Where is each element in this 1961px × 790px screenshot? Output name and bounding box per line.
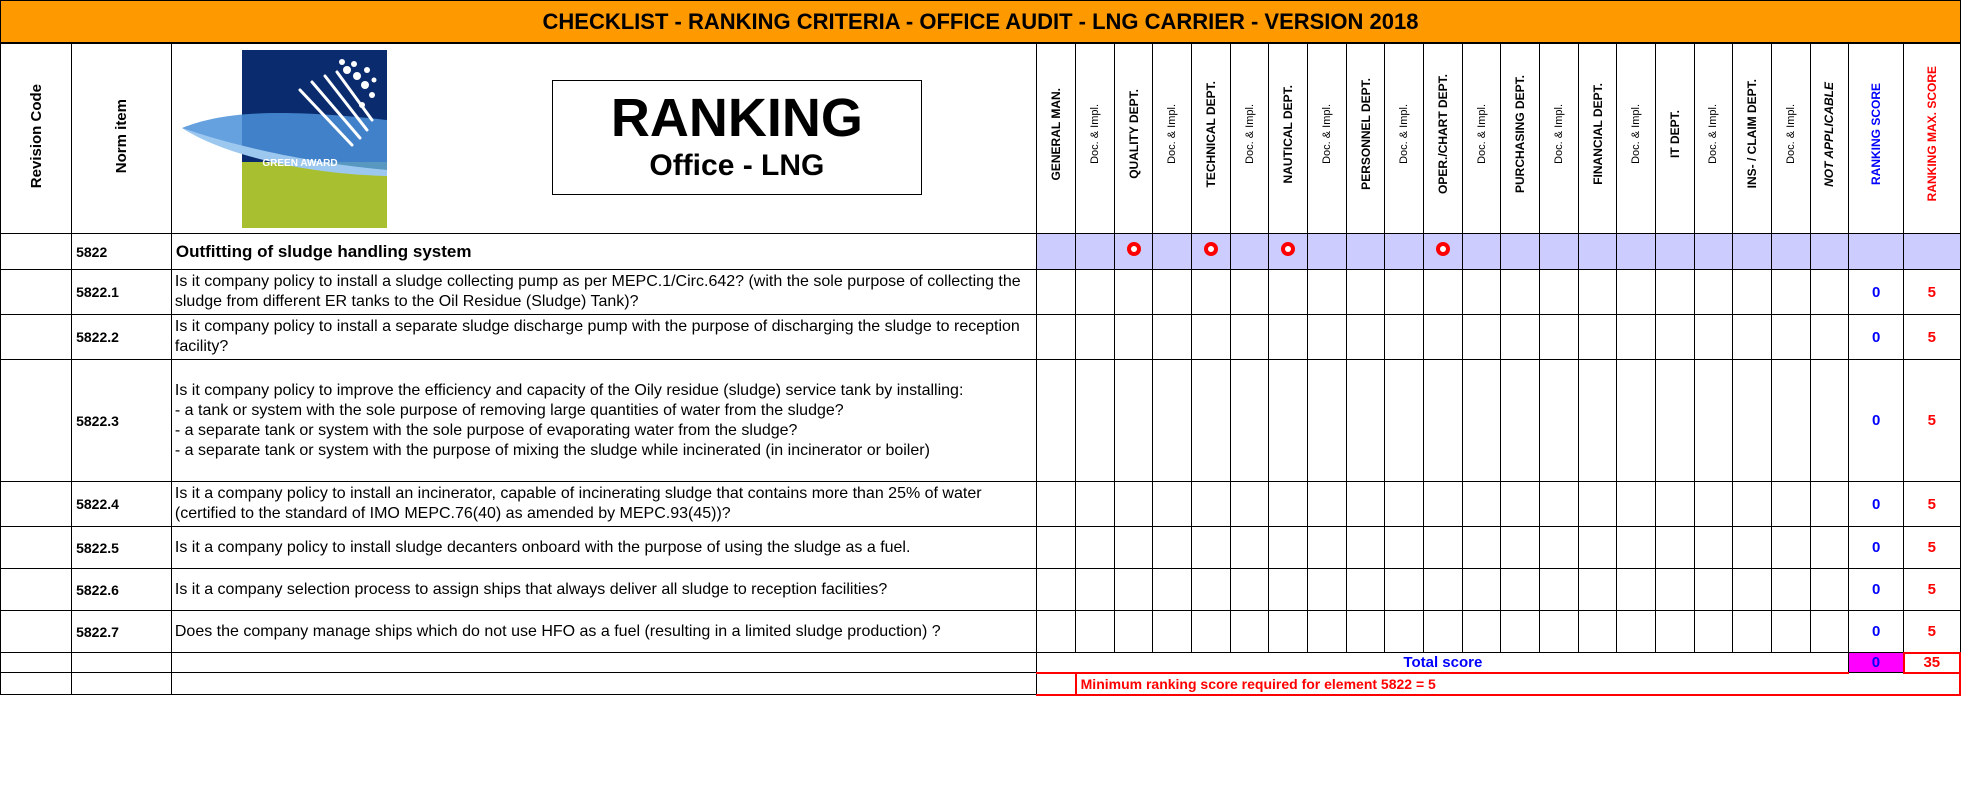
check-cell[interactable] bbox=[1733, 360, 1772, 482]
check-cell[interactable] bbox=[1424, 270, 1463, 315]
check-cell[interactable] bbox=[1733, 270, 1772, 315]
check-cell[interactable] bbox=[1424, 482, 1463, 527]
check-cell[interactable] bbox=[1037, 270, 1076, 315]
check-cell[interactable] bbox=[1578, 527, 1617, 569]
check-cell[interactable] bbox=[1617, 270, 1656, 315]
doc-impl-cell bbox=[1076, 234, 1115, 270]
check-cell[interactable] bbox=[1462, 611, 1501, 653]
check-cell[interactable] bbox=[1694, 315, 1733, 360]
check-cell[interactable] bbox=[1617, 527, 1656, 569]
item-question bbox=[171, 569, 1037, 611]
dept-subheader-doc-impl: Doc. & Impl. bbox=[1076, 44, 1115, 234]
total-max-score: 35 bbox=[1904, 653, 1960, 673]
item-norm: 5822.7 bbox=[72, 611, 172, 653]
item-norm: 5822.6 bbox=[72, 569, 172, 611]
revision-code-cell bbox=[1, 569, 72, 611]
ranking-max-score-header: RANKING MAX. SCORE bbox=[1904, 44, 1960, 234]
check-cell[interactable] bbox=[1462, 315, 1501, 360]
check-cell[interactable] bbox=[1308, 360, 1347, 482]
check-cell[interactable] bbox=[1230, 611, 1269, 653]
checklist-body bbox=[1, 234, 1961, 695]
dept-cell bbox=[1346, 234, 1385, 270]
doc-impl-cell bbox=[1694, 234, 1733, 270]
ranking-score-header: RANKING SCORE bbox=[1849, 44, 1904, 234]
check-cell[interactable] bbox=[1771, 569, 1810, 611]
logo-text: GREEN AWARD bbox=[262, 158, 338, 169]
question-line: Is it company policy to improve the efficiency and capacity of the Oily residue (sludge) service tank by installing: bbox=[174, 381, 964, 399]
item-question bbox=[171, 611, 1037, 653]
dept-cell bbox=[1269, 234, 1308, 270]
dept-header-technical-dept: TECHNICAL DEPT. bbox=[1192, 44, 1231, 234]
dept-header-purchasing-dept: PURCHASING DEPT. bbox=[1501, 44, 1540, 234]
check-cell[interactable] bbox=[1733, 315, 1772, 360]
dept-cell bbox=[1655, 234, 1694, 270]
checklist-item-row bbox=[1, 611, 1961, 653]
check-cell[interactable] bbox=[1810, 360, 1849, 482]
checklist-item-row bbox=[1, 270, 1961, 315]
dept-header-general-man: GENERAL MAN. bbox=[1037, 44, 1076, 234]
not-applicable-header: NOT APPLICABLE bbox=[1810, 44, 1849, 234]
check-cell[interactable] bbox=[1578, 482, 1617, 527]
check-cell[interactable] bbox=[1114, 270, 1153, 315]
check-cell[interactable] bbox=[1540, 569, 1579, 611]
check-cell[interactable] bbox=[1655, 270, 1694, 315]
dept-header-nautical-dept: NAUTICAL DEPT. bbox=[1269, 44, 1308, 234]
blank-cell bbox=[171, 653, 1037, 673]
check-cell[interactable] bbox=[1192, 315, 1231, 360]
check-cell[interactable] bbox=[1192, 569, 1231, 611]
doc-impl-cell bbox=[1385, 234, 1424, 270]
check-cell[interactable] bbox=[1540, 611, 1579, 653]
section-title: Outfitting of sludge handling system bbox=[171, 234, 1037, 270]
check-cell[interactable] bbox=[1424, 569, 1463, 611]
check-cell[interactable] bbox=[1501, 569, 1540, 611]
check-cell[interactable] bbox=[1733, 527, 1772, 569]
check-cell[interactable] bbox=[1694, 360, 1733, 482]
logo-header-cell bbox=[171, 44, 1037, 234]
not-applicable-cell bbox=[1810, 234, 1849, 270]
question-line: - a separate tank or system with the sole purpose of evaporating water from the sludge? bbox=[174, 421, 798, 439]
revision-code-header: Revision Code bbox=[1, 44, 72, 234]
check-cell[interactable] bbox=[1771, 270, 1810, 315]
check-cell[interactable] bbox=[1694, 611, 1733, 653]
check-cell[interactable] bbox=[1617, 611, 1656, 653]
dept-header-it-dept: IT DEPT. bbox=[1655, 44, 1694, 234]
check-cell[interactable] bbox=[1308, 315, 1347, 360]
ranking-title: RANKING bbox=[610, 88, 863, 148]
check-cell[interactable] bbox=[1578, 569, 1617, 611]
applicable-marker-icon bbox=[1281, 242, 1295, 256]
dept-header-oper-chart-dept: OPER./CHART DEPT. bbox=[1424, 44, 1463, 234]
item-question bbox=[171, 527, 1037, 569]
ranking-box bbox=[552, 80, 922, 195]
item-max-score: 5 bbox=[1904, 569, 1960, 611]
check-cell[interactable] bbox=[1462, 482, 1501, 527]
item-max-score: 5 bbox=[1904, 527, 1960, 569]
norm-cell bbox=[72, 673, 172, 695]
check-cell[interactable] bbox=[1771, 482, 1810, 527]
checklist-item-row bbox=[1, 527, 1961, 569]
revision-code-cell bbox=[1, 482, 72, 527]
item-ranking-score: 0 bbox=[1849, 611, 1904, 653]
check-cell[interactable] bbox=[1192, 611, 1231, 653]
minimum-score-note: Minimum ranking score required for element 5822 = 5 bbox=[1076, 673, 1960, 695]
checklist-item-row bbox=[1, 482, 1961, 527]
item-question bbox=[171, 315, 1037, 360]
check-cell[interactable] bbox=[1578, 315, 1617, 360]
check-cell[interactable] bbox=[1424, 360, 1463, 482]
item-ranking-score: 0 bbox=[1849, 569, 1904, 611]
dept-header-ins-claim-dept: INS- / CLAIM DEPT. bbox=[1733, 44, 1772, 234]
check-cell[interactable] bbox=[1694, 482, 1733, 527]
check-cell[interactable] bbox=[1037, 315, 1076, 360]
check-cell[interactable] bbox=[1733, 482, 1772, 527]
check-cell[interactable] bbox=[1385, 360, 1424, 482]
checklist-item-row bbox=[1, 360, 1961, 482]
check-cell[interactable] bbox=[1810, 611, 1849, 653]
check-cell[interactable] bbox=[1540, 360, 1579, 482]
total-ranking-score: 0 bbox=[1849, 653, 1904, 673]
item-ranking-score: 0 bbox=[1849, 315, 1904, 360]
check-cell[interactable] bbox=[1076, 315, 1115, 360]
check-cell[interactable] bbox=[1385, 315, 1424, 360]
check-cell[interactable] bbox=[1810, 527, 1849, 569]
dept-subheader-doc-impl: Doc. & Impl. bbox=[1230, 44, 1269, 234]
check-cell[interactable] bbox=[1617, 569, 1656, 611]
item-question bbox=[171, 482, 1037, 527]
check-cell[interactable] bbox=[1462, 270, 1501, 315]
check-cell[interactable] bbox=[1037, 482, 1076, 527]
check-cell[interactable] bbox=[1810, 270, 1849, 315]
question-line: Is it company policy to install a sludge collecting pump as per MEPC.1/Circ.642? (with the sole purpose of collecting the sludge from different ER tanks to the Oil Residue (Sludge) Tank)? bbox=[174, 273, 1021, 310]
check-cell[interactable] bbox=[1540, 527, 1579, 569]
dept-cell bbox=[1114, 234, 1153, 270]
check-cell[interactable] bbox=[1230, 270, 1269, 315]
check-cell[interactable] bbox=[1153, 360, 1192, 482]
ranking-subtitle: Office - LNG bbox=[649, 149, 825, 182]
check-cell[interactable] bbox=[1230, 527, 1269, 569]
check-cell[interactable] bbox=[1655, 611, 1694, 653]
check-cell[interactable] bbox=[1617, 360, 1656, 482]
check-cell[interactable] bbox=[1153, 482, 1192, 527]
dept-cell bbox=[1424, 234, 1463, 270]
dept-header-personnel-dept: PERSONNEL DEPT. bbox=[1346, 44, 1385, 234]
applicable-marker-icon bbox=[1127, 242, 1141, 256]
question-line: - a tank or system with the sole purpose of removing large quantities of water from the sludge? bbox=[174, 401, 844, 419]
check-cell[interactable] bbox=[1346, 360, 1385, 482]
check-cell[interactable] bbox=[1424, 315, 1463, 360]
checklist-table bbox=[0, 43, 1961, 696]
minimum-row bbox=[1, 673, 1961, 695]
check-cell[interactable] bbox=[1771, 527, 1810, 569]
check-cell[interactable] bbox=[1501, 527, 1540, 569]
item-norm: 5822.1 bbox=[72, 270, 172, 315]
question-line: Does the company manage ships which do not use HFO as a fuel (resulting in a limited sludge production) ? bbox=[174, 622, 941, 640]
revision-code-cell bbox=[1, 673, 72, 695]
norm-item-header: Norm item bbox=[72, 44, 172, 234]
dept-header-financial-dept: FINANCIAL DEPT. bbox=[1578, 44, 1617, 234]
revision-code-cell bbox=[1, 270, 72, 315]
check-cell[interactable] bbox=[1462, 360, 1501, 482]
dept-cell bbox=[1192, 234, 1231, 270]
check-cell[interactable] bbox=[1192, 270, 1231, 315]
check-cell[interactable] bbox=[1308, 611, 1347, 653]
check-cell[interactable] bbox=[1462, 569, 1501, 611]
check-cell[interactable] bbox=[1230, 315, 1269, 360]
blank-cell bbox=[1037, 673, 1076, 695]
checklist-item-row bbox=[1, 315, 1961, 360]
check-cell[interactable] bbox=[1153, 270, 1192, 315]
section-norm: 5822 bbox=[72, 234, 172, 270]
check-cell[interactable] bbox=[1037, 569, 1076, 611]
check-cell[interactable] bbox=[1346, 270, 1385, 315]
check-cell[interactable] bbox=[1153, 315, 1192, 360]
page-title: CHECKLIST - RANKING CRITERIA - OFFICE AUDIT - LNG CARRIER - VERSION 2018 bbox=[0, 0, 1961, 43]
check-cell[interactable] bbox=[1230, 482, 1269, 527]
check-cell[interactable] bbox=[1655, 527, 1694, 569]
dept-subheader-doc-impl: Doc. & Impl. bbox=[1385, 44, 1424, 234]
check-cell[interactable] bbox=[1578, 270, 1617, 315]
check-cell[interactable] bbox=[1114, 527, 1153, 569]
check-cell[interactable] bbox=[1076, 527, 1115, 569]
check-cell[interactable] bbox=[1037, 611, 1076, 653]
check-cell[interactable] bbox=[1733, 611, 1772, 653]
doc-impl-cell bbox=[1153, 234, 1192, 270]
check-cell[interactable] bbox=[1385, 527, 1424, 569]
check-cell[interactable] bbox=[1037, 527, 1076, 569]
check-cell[interactable] bbox=[1192, 527, 1231, 569]
check-cell[interactable] bbox=[1424, 611, 1463, 653]
dept-cell bbox=[1037, 234, 1076, 270]
item-max-score: 5 bbox=[1904, 611, 1960, 653]
check-cell[interactable] bbox=[1655, 569, 1694, 611]
check-cell[interactable] bbox=[1153, 569, 1192, 611]
check-cell[interactable] bbox=[1771, 611, 1810, 653]
revision-code-cell bbox=[1, 527, 72, 569]
check-cell[interactable] bbox=[1308, 482, 1347, 527]
check-cell[interactable] bbox=[1501, 315, 1540, 360]
check-cell[interactable] bbox=[1269, 360, 1308, 482]
check-cell[interactable] bbox=[1501, 611, 1540, 653]
green-award-logo bbox=[182, 50, 432, 228]
check-cell[interactable] bbox=[1346, 611, 1385, 653]
doc-impl-cell bbox=[1771, 234, 1810, 270]
item-ranking-score: 0 bbox=[1849, 482, 1904, 527]
check-cell[interactable] bbox=[1771, 360, 1810, 482]
check-cell[interactable] bbox=[1114, 611, 1153, 653]
question-line: Is it a company policy to install an incinerator, capable of incinerating sludge that contains more than 25% of water (certified to the standard of IMO MEPC.76(40) as amended by MEPC.93(45))? bbox=[174, 485, 982, 522]
check-cell[interactable] bbox=[1037, 360, 1076, 482]
dept-subheader-doc-impl: Doc. & Impl. bbox=[1771, 44, 1810, 234]
item-norm: 5822.3 bbox=[72, 360, 172, 482]
header-row bbox=[1, 44, 1961, 234]
check-cell[interactable] bbox=[1153, 527, 1192, 569]
item-max-score: 5 bbox=[1904, 270, 1960, 315]
item-question bbox=[171, 360, 1037, 482]
dept-cell bbox=[1578, 234, 1617, 270]
check-cell[interactable] bbox=[1540, 482, 1579, 527]
check-cell[interactable] bbox=[1617, 315, 1656, 360]
check-cell[interactable] bbox=[1230, 569, 1269, 611]
dept-subheader-doc-impl: Doc. & Impl. bbox=[1153, 44, 1192, 234]
check-cell[interactable] bbox=[1308, 569, 1347, 611]
check-cell[interactable] bbox=[1694, 569, 1733, 611]
check-cell[interactable] bbox=[1385, 611, 1424, 653]
check-cell[interactable] bbox=[1655, 360, 1694, 482]
check-cell[interactable] bbox=[1540, 315, 1579, 360]
check-cell[interactable] bbox=[1153, 611, 1192, 653]
dept-subheader-doc-impl: Doc. & Impl. bbox=[1617, 44, 1656, 234]
check-cell[interactable] bbox=[1076, 360, 1115, 482]
check-cell[interactable] bbox=[1810, 569, 1849, 611]
check-cell[interactable] bbox=[1230, 360, 1269, 482]
question-line: - a separate tank or system with the purpose of mixing the sludge while incinerated (in incinerator or boiler) bbox=[174, 441, 930, 459]
revision-code-cell bbox=[1, 360, 72, 482]
doc-impl-cell bbox=[1540, 234, 1579, 270]
item-ranking-score: 0 bbox=[1849, 360, 1904, 482]
check-cell[interactable] bbox=[1694, 270, 1733, 315]
check-cell[interactable] bbox=[1308, 270, 1347, 315]
total-row bbox=[1, 653, 1961, 673]
check-cell[interactable] bbox=[1385, 270, 1424, 315]
check-cell[interactable] bbox=[1501, 360, 1540, 482]
question-line: Is it a company selection process to assign ships that always deliver all sludge to reception facilities? bbox=[174, 580, 888, 598]
check-cell[interactable] bbox=[1308, 527, 1347, 569]
doc-impl-cell bbox=[1617, 234, 1656, 270]
ranking-score-cell bbox=[1849, 234, 1904, 270]
item-max-score: 5 bbox=[1904, 315, 1960, 360]
check-cell[interactable] bbox=[1578, 611, 1617, 653]
blank-cell bbox=[171, 673, 1037, 695]
check-cell[interactable] bbox=[1269, 270, 1308, 315]
item-ranking-score: 0 bbox=[1849, 527, 1904, 569]
check-cell[interactable] bbox=[1424, 527, 1463, 569]
check-cell[interactable] bbox=[1501, 270, 1540, 315]
check-cell[interactable] bbox=[1076, 482, 1115, 527]
item-ranking-score: 0 bbox=[1849, 270, 1904, 315]
dept-subheader-doc-impl: Doc. & Impl. bbox=[1308, 44, 1347, 234]
dept-subheader-doc-impl: Doc. & Impl. bbox=[1540, 44, 1579, 234]
check-cell[interactable] bbox=[1269, 315, 1308, 360]
check-cell[interactable] bbox=[1655, 315, 1694, 360]
item-norm: 5822.2 bbox=[72, 315, 172, 360]
revision-code-cell bbox=[1, 315, 72, 360]
ranking-max-cell bbox=[1904, 234, 1960, 270]
check-cell[interactable] bbox=[1346, 482, 1385, 527]
check-cell[interactable] bbox=[1346, 569, 1385, 611]
item-norm: 5822.4 bbox=[72, 482, 172, 527]
question-line: Is it company policy to install a separate sludge discharge pump with the purpose of discharging the sludge to reception facility? bbox=[174, 318, 1020, 355]
revision-code-cell bbox=[1, 611, 72, 653]
dept-subheader-doc-impl: Doc. & Impl. bbox=[1462, 44, 1501, 234]
check-cell[interactable] bbox=[1810, 482, 1849, 527]
check-cell[interactable] bbox=[1269, 569, 1308, 611]
section-row bbox=[1, 234, 1961, 270]
item-norm: 5822.5 bbox=[72, 527, 172, 569]
check-cell[interactable] bbox=[1192, 360, 1231, 482]
check-cell[interactable] bbox=[1269, 611, 1308, 653]
dept-header-quality-dept: QUALITY DEPT. bbox=[1114, 44, 1153, 234]
revision-code-cell bbox=[1, 653, 72, 673]
check-cell[interactable] bbox=[1733, 569, 1772, 611]
doc-impl-cell bbox=[1230, 234, 1269, 270]
check-cell[interactable] bbox=[1385, 569, 1424, 611]
applicable-marker-icon bbox=[1204, 242, 1218, 256]
applicable-marker-icon bbox=[1436, 242, 1450, 256]
check-cell[interactable] bbox=[1462, 527, 1501, 569]
dept-cell bbox=[1501, 234, 1540, 270]
dept-subheader-doc-impl: Doc. & Impl. bbox=[1694, 44, 1733, 234]
check-cell[interactable] bbox=[1192, 482, 1231, 527]
check-cell[interactable] bbox=[1385, 482, 1424, 527]
doc-impl-cell bbox=[1308, 234, 1347, 270]
checklist-item-row bbox=[1, 569, 1961, 611]
check-cell[interactable] bbox=[1346, 315, 1385, 360]
check-cell[interactable] bbox=[1269, 482, 1308, 527]
item-max-score: 5 bbox=[1904, 360, 1960, 482]
check-cell[interactable] bbox=[1346, 527, 1385, 569]
check-cell[interactable] bbox=[1114, 315, 1153, 360]
check-cell[interactable] bbox=[1540, 270, 1579, 315]
norm-cell bbox=[72, 653, 172, 673]
question-line: Is it a company policy to install sludge decanters onboard with the purpose of using the sludge as a fuel. bbox=[174, 538, 911, 556]
doc-impl-cell bbox=[1462, 234, 1501, 270]
check-cell[interactable] bbox=[1269, 527, 1308, 569]
total-score-label: Total score bbox=[1037, 653, 1849, 673]
item-max-score: 5 bbox=[1904, 482, 1960, 527]
item-question bbox=[171, 270, 1037, 315]
check-cell[interactable] bbox=[1501, 482, 1540, 527]
dept-cell bbox=[1733, 234, 1772, 270]
check-cell[interactable] bbox=[1655, 482, 1694, 527]
revision-code-cell bbox=[1, 234, 72, 270]
check-cell[interactable] bbox=[1076, 611, 1115, 653]
check-cell[interactable] bbox=[1617, 482, 1656, 527]
check-cell[interactable] bbox=[1694, 527, 1733, 569]
check-cell[interactable] bbox=[1578, 360, 1617, 482]
check-cell[interactable] bbox=[1076, 270, 1115, 315]
check-cell[interactable] bbox=[1076, 569, 1115, 611]
check-cell[interactable] bbox=[1810, 315, 1849, 360]
check-cell[interactable] bbox=[1114, 569, 1153, 611]
check-cell[interactable] bbox=[1114, 360, 1153, 482]
check-cell[interactable] bbox=[1771, 315, 1810, 360]
check-cell[interactable] bbox=[1114, 482, 1153, 527]
